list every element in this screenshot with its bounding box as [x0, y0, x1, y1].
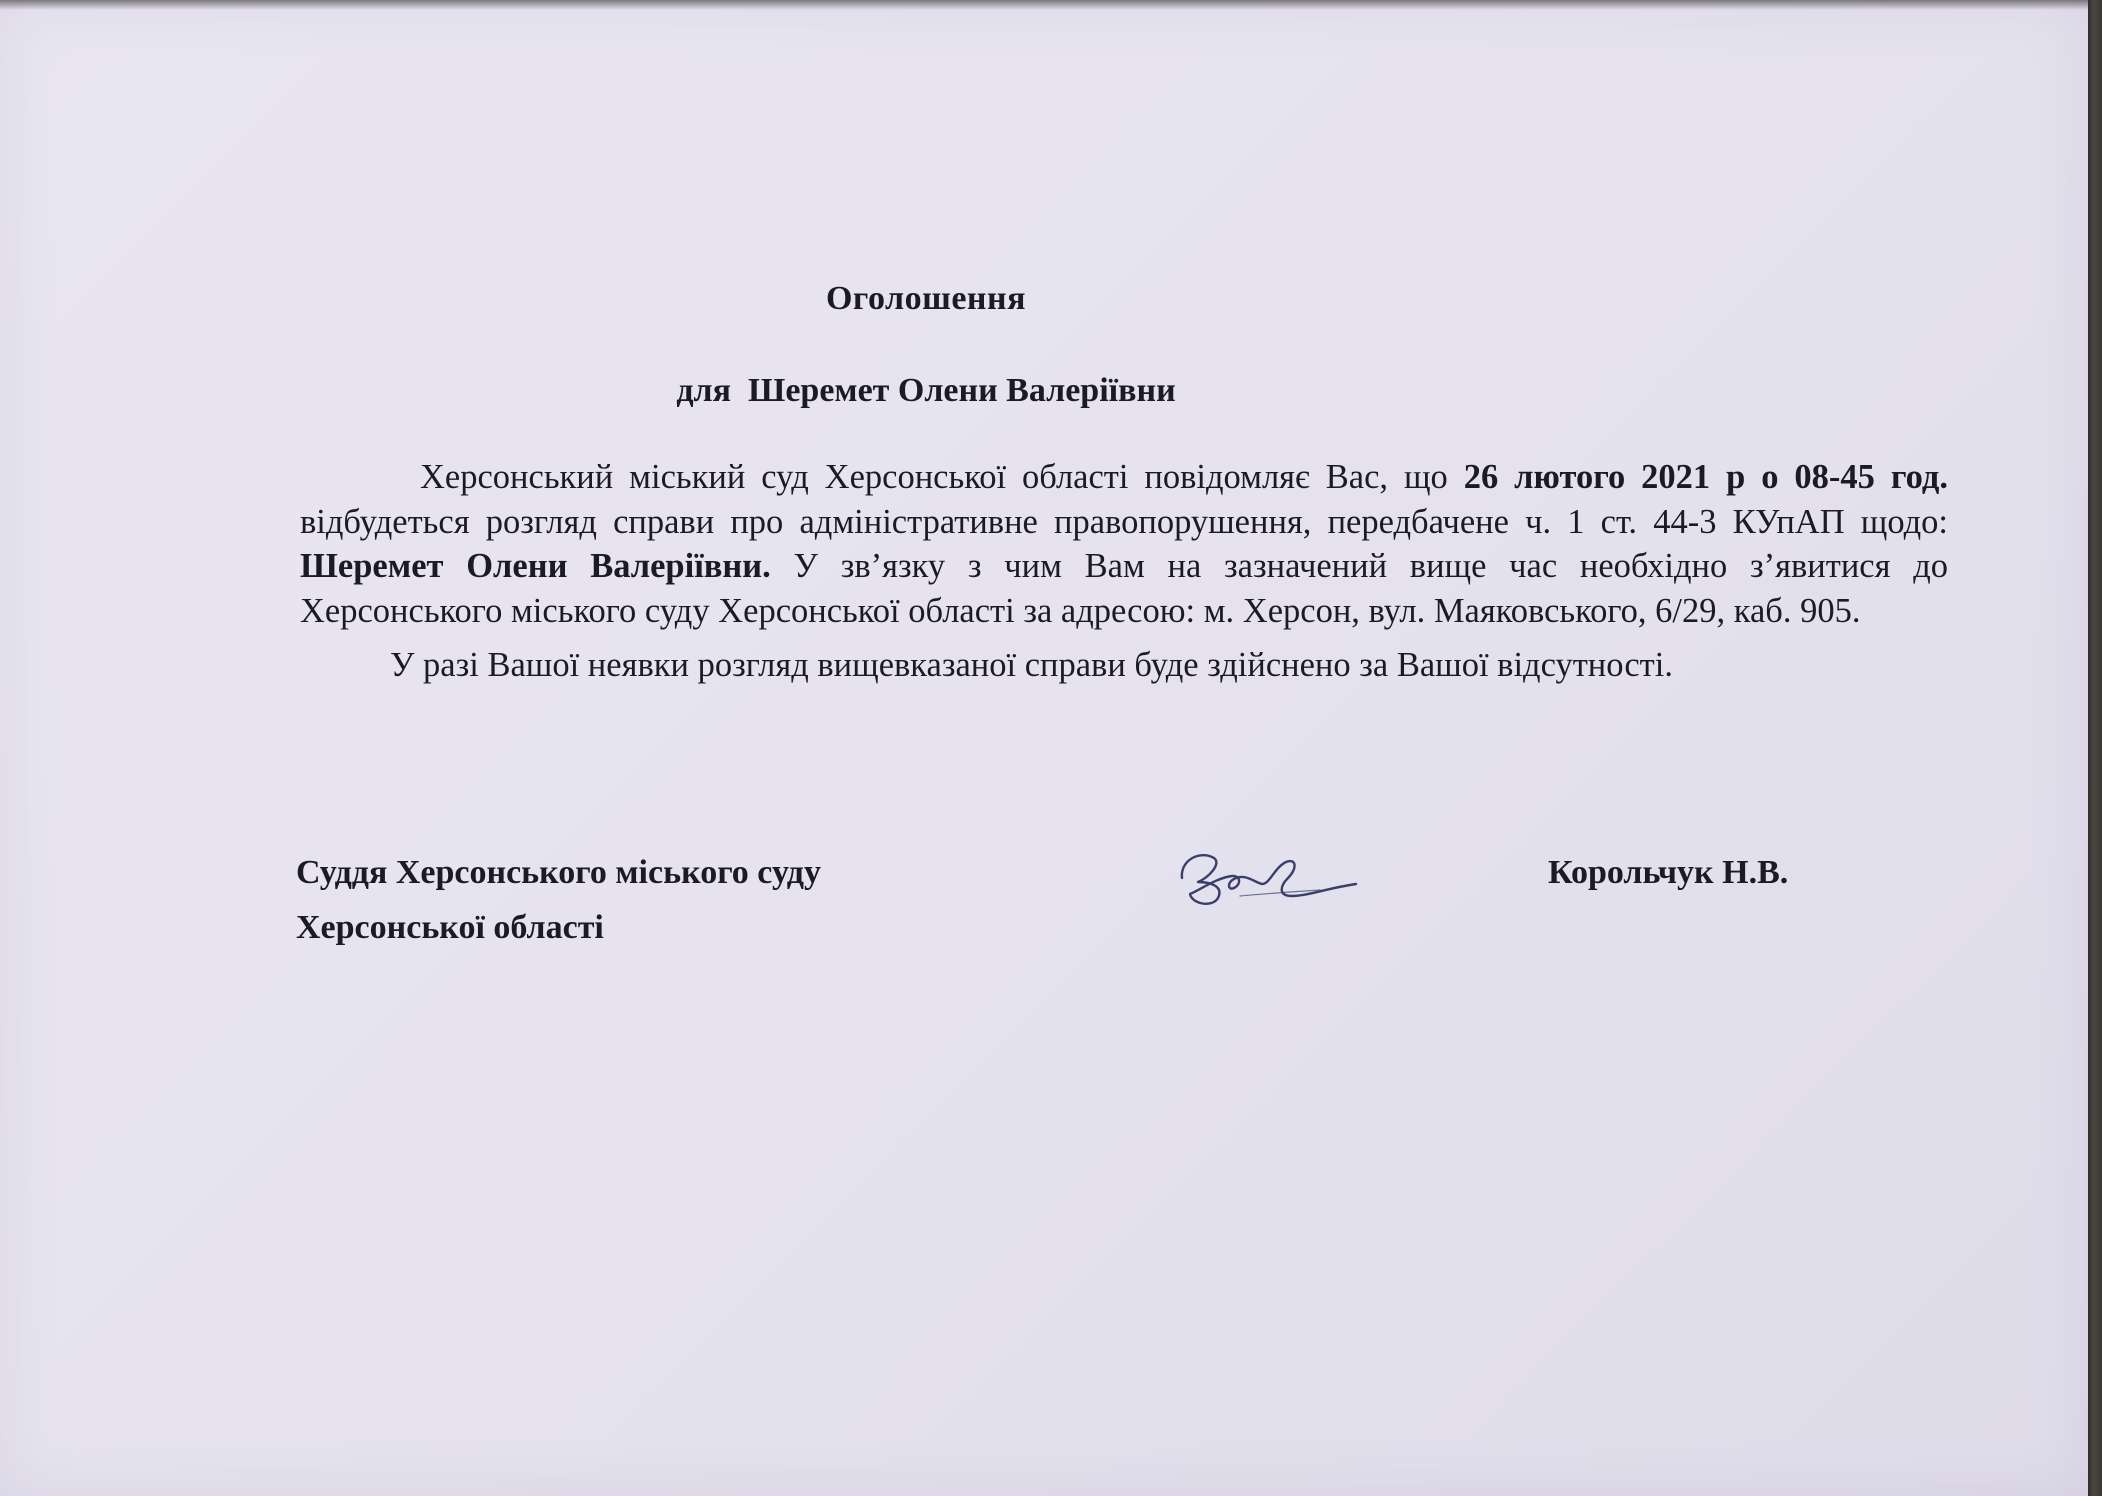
paragraph-1-part-2: відбудеться розгляд справи про адміністративне правопорушення, передбачене ч. 1 ст. 44-3 КУпАП щодо:	[300, 502, 1948, 541]
paragraph-1-part-1: Херсонський міський суд Херсонської області повідомляє Вас, що	[420, 458, 1464, 496]
signature-position	[296, 845, 821, 955]
recipient-line: для Шеремет Олени Валеріївни	[676, 372, 1176, 409]
handwritten-signature	[1170, 838, 1370, 918]
paragraph-1	[300, 455, 1948, 633]
document-body	[300, 455, 1948, 688]
defendant-name: Шеремет Олени Валеріївни.	[300, 547, 771, 585]
paragraph-1-part-3: У зв’язку з чим Вам на зазначений вище час необхідно з’явитися до Херсонського міського суду Херсонської області за адресою: м. Херсон, вул. Маяковського, 6/29, каб. 905.	[300, 547, 1949, 630]
hearing-date: 26 лютого 2021 р о 08-45 год.	[1463, 458, 1948, 496]
right-edge-shadow	[2088, 0, 2102, 1496]
judge-name: Корольчук Н.В.	[1548, 854, 1789, 891]
position-line-2: Херсонської області	[296, 909, 604, 946]
top-shadow	[0, 0, 2090, 10]
paragraph-2: У разі Вашої неявки розгляд вищевказаної справи буде здійснено за Вашої відсутності.	[390, 646, 1673, 684]
document-title: Оголошення	[825, 280, 1027, 317]
position-line-1: Суддя Херсонського міського суду	[296, 854, 822, 891]
